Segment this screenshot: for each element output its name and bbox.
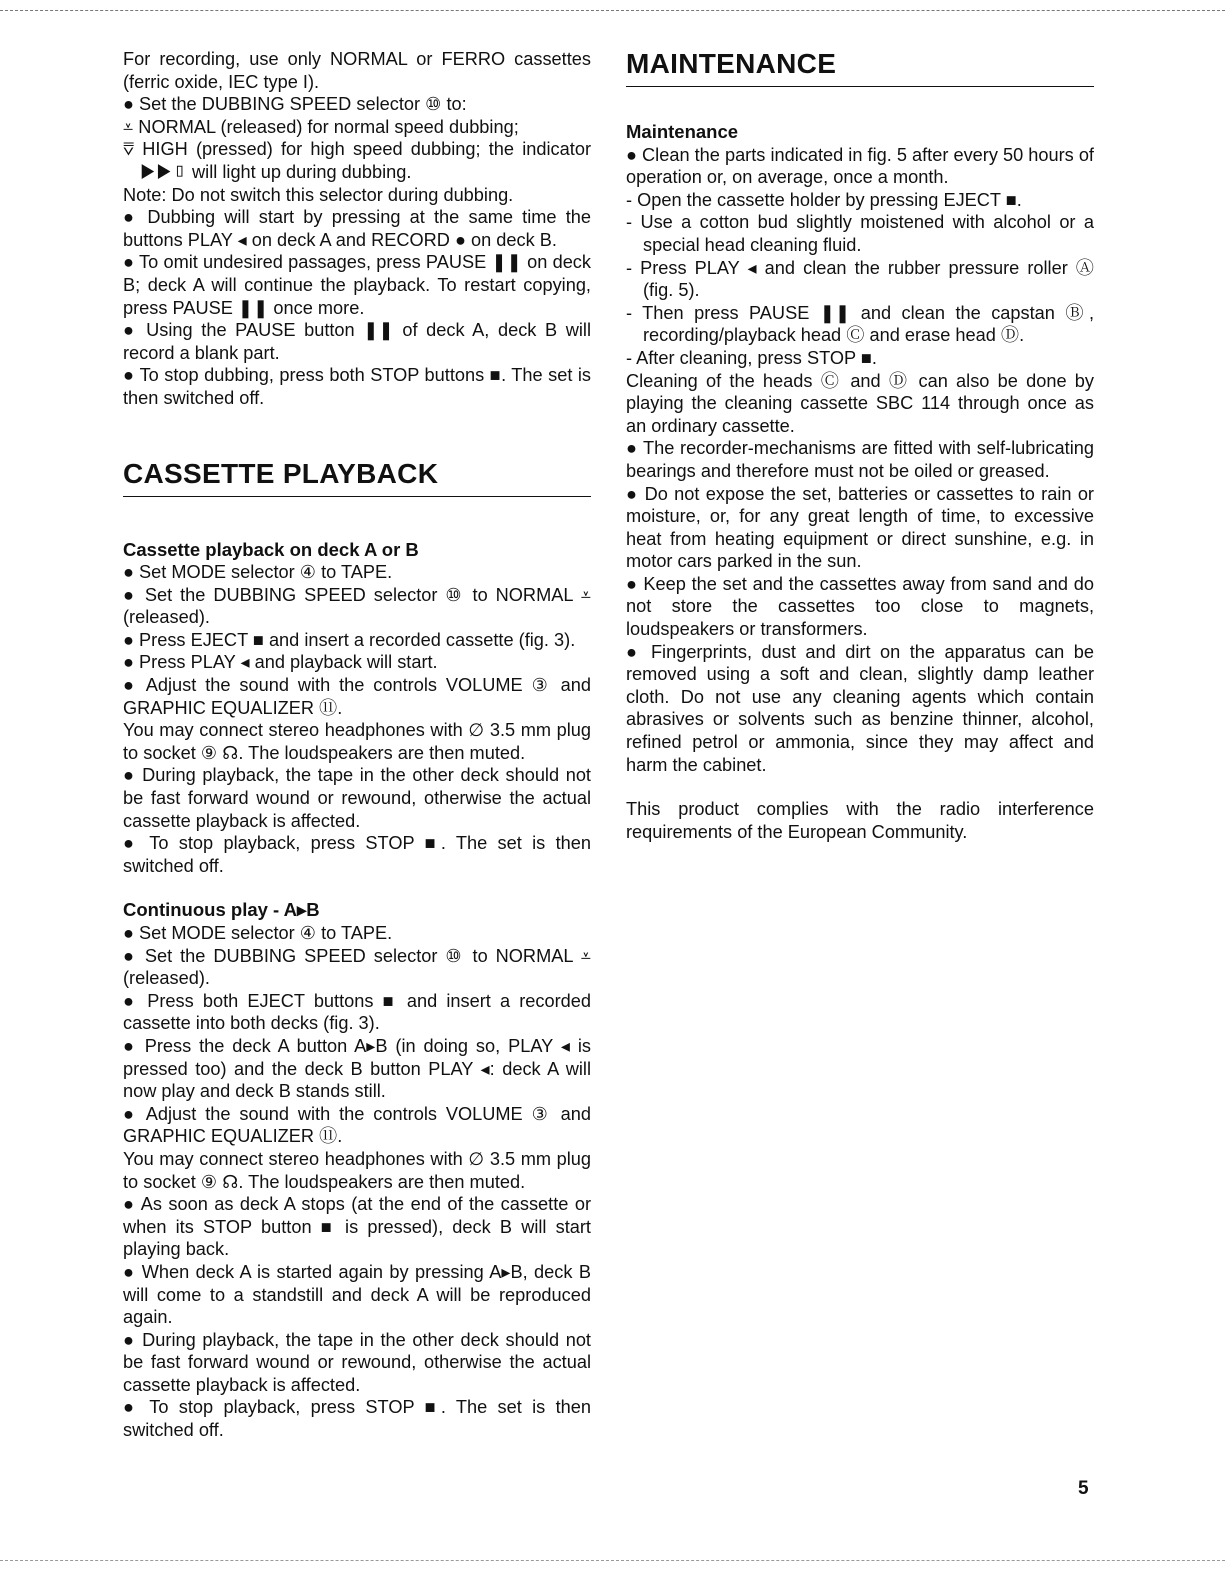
recording-intro: For recording, use only NORMAL or FERRO cassettes (ferric oxide, IEC type I). <box>123 49 591 92</box>
recording-option-high: ⩢ HIGH (pressed) for high speed dubbing; the indicator ▶▶▯ will light up during dubbing. <box>123 139 591 182</box>
continuous-step: You may connect stereo headphones with ∅ 3.5 mm plug to socket ⑨ ☊. The loudspeakers are then muted. <box>123 1148 591 1192</box>
continuous-step: ● Adjust the sound with the controls VOLUME ③ and GRAPHIC EQUALIZER ⑪. <box>123 1103 591 1147</box>
continuous-step: ● Press both EJECT buttons ■ and insert a recorded cassette into both decks (fig. 3). <box>123 990 591 1034</box>
continuous-step: ● To stop playback, press STOP ■. The set is then switched off. <box>123 1397 591 1441</box>
deck-step: You may connect stereo headphones with ∅ 3.5 mm plug to socket ⑨ ☊. The loudspeakers are then muted. <box>123 720 591 763</box>
recording-step: ● Set the DUBBING SPEED selector ⑩ to: <box>123 94 467 115</box>
continuous-step: ● When deck A is started again by pressing A▸B, deck B will come to a standstill and deck A will be reproduced again. <box>123 1261 591 1328</box>
deck-step: ● Press PLAY ◂ and playback will start. <box>123 652 438 673</box>
continuous-play-heading: Continuous play - A▸B <box>123 899 320 921</box>
recording-section <box>123 48 591 410</box>
continuous-step: ● During playback, the tape in the other deck should not be fast forward wound or rewound, otherwise the actual cassette playback is affected. <box>123 1329 591 1395</box>
maintenance-substep: - Use a cotton bud slightly moistened with alcohol or a special head cleaning fluid. <box>626 212 1094 255</box>
maintenance-item: ● Fingerprints, dust and dirt on the apparatus can be removed using a soft and clean, slightly damp leather cloth. Do not use any cleaning agents which contain abrasives or solvents such as benzine thinner, alcohol, refined petrol or ammonia, since they may affect and harm the cabinet. <box>626 641 1094 775</box>
maintenance-item: Cleaning of the heads Ⓒ and Ⓓ can also be done by playing the cleaning cassette SBC 114 through once as an ordinary cassette. <box>626 370 1094 436</box>
recording-option-normal: ⩡ NORMAL (released) for normal speed dubbing; <box>123 116 519 137</box>
maintenance-item: ● Clean the parts indicated in fig. 5 after every 50 hours of operation or, on average, once a month. <box>626 144 1094 188</box>
maintenance-substep: - Press PLAY ◂ and clean the rubber pressure roller Ⓐ (fig. 5). <box>626 257 1094 301</box>
compliance-note: This product complies with the radio interference requirements of the European Community. <box>626 799 1094 842</box>
deck-step: ● Press EJECT ■ and insert a recorded cassette (fig. 3). <box>123 629 576 650</box>
deck-step: ● Adjust the sound with the controls VOLUME ③ and GRAPHIC EQUALIZER ⑪. <box>123 675 591 718</box>
continuous-step: ● As soon as deck A stops (at the end of the cassette or when its STOP button ■ is pressed), deck B will start playing back. <box>123 1194 591 1260</box>
maintenance-item: ● Do not expose the set, batteries or cassettes to rain or moisture, or, for any great length of time, to excessive heat from heating equipment or direct sunshine, e.g. in motor cars parked in the sun. <box>626 483 1094 572</box>
right-column <box>626 48 1094 843</box>
left-column <box>123 48 591 1442</box>
cassette-playback-title: CASSETTE PLAYBACK <box>123 458 591 497</box>
recording-note: Note: Do not switch this selector during dubbing. <box>123 184 514 205</box>
recording-step: ● To omit undesired passages, press PAUSE ❚❚ on deck B; deck A will continue the playback. To restart copying, press PAUSE ❚❚ once more. <box>123 252 591 318</box>
recording-step: ● Using the PAUSE button ❚❚ of deck A, deck B will record a blank part. <box>123 320 591 363</box>
maintenance-substep: - Then press PAUSE ❚❚ and clean the capstan Ⓑ, recording/playback head Ⓒ and erase head Ⓓ. <box>626 302 1095 346</box>
continuous-step: ● Set MODE selector ④ to TAPE. <box>123 923 393 943</box>
continuous-step: ● Set the DUBBING SPEED selector ⑩ to NORMAL ⩡ (released). <box>123 945 591 989</box>
deck-playback-section <box>123 539 591 878</box>
maintenance-item: ● The recorder-mechanisms are fitted with self-lubricating bearings and therefore must not be oiled or greased. <box>626 438 1094 481</box>
deck-step: ● To stop playback, press STOP ■. The set is then switched off. <box>123 833 591 876</box>
continuous-play-section <box>123 899 591 1441</box>
deck-playback-heading: Cassette playback on deck A or B <box>123 538 419 560</box>
scan-edge-bottom <box>0 1560 1225 1561</box>
recording-step: ● To stop dubbing, press both STOP buttons ■. The set is then switched off. <box>123 365 591 408</box>
scan-edge-top <box>0 10 1225 11</box>
page-number: 5 <box>1078 1478 1089 1499</box>
deck-step: ● During playback, the tape in the other deck should not be fast forward wound or rewound, otherwise the actual cassette playback is affected. <box>123 765 591 831</box>
maintenance-substep: - After cleaning, press STOP ■. <box>626 347 877 368</box>
maintenance-heading: Maintenance <box>626 121 739 142</box>
maintenance-title: MAINTENANCE <box>626 48 1094 87</box>
maintenance-item: ● Keep the set and the cassettes away from sand and do not store the cassettes too close to magnets, loudspeakers or transformers. <box>626 573 1094 640</box>
deck-step: ● Set MODE selector ④ to TAPE. <box>123 562 393 583</box>
deck-step: ● Set the DUBBING SPEED selector ⑩ to NORMAL ⩡ (released). <box>123 584 591 628</box>
maintenance-substep: - Open the cassette holder by pressing EJECT ■. <box>626 189 1022 210</box>
continuous-step: ● Press the deck A button A▸B (in doing so, PLAY ◂ is pressed too) and the deck B button PLAY ◂: deck A will now play and deck B stands still. <box>123 1035 591 1102</box>
recording-step: ● Dubbing will start by pressing at the same time the buttons PLAY ◂ on deck A and RECORD ● on deck B. <box>123 207 591 250</box>
